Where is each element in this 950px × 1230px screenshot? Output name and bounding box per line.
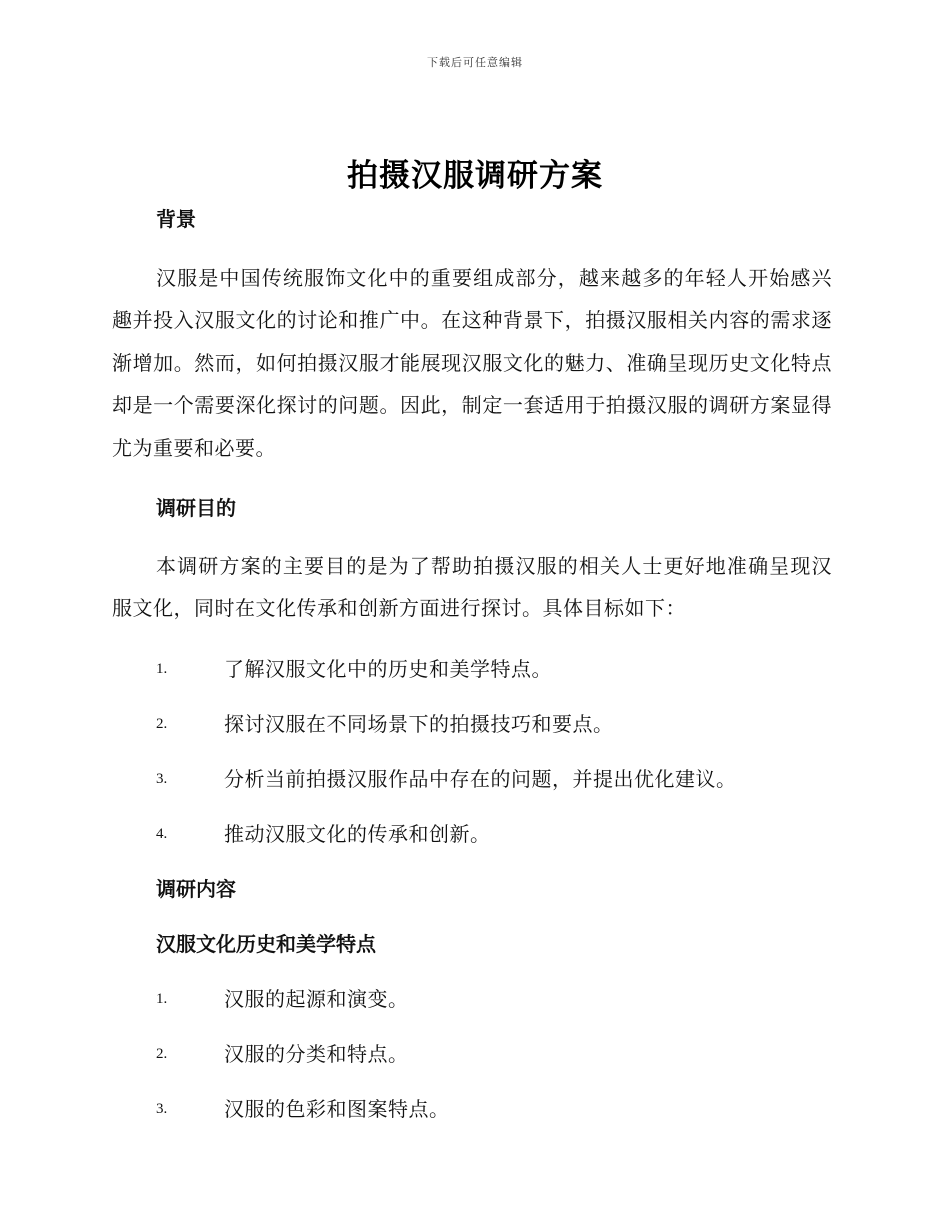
list-item-number: 4. bbox=[156, 825, 168, 842]
list-item-number: 2. bbox=[156, 1045, 168, 1062]
purpose-list bbox=[112, 654, 832, 874]
list-item bbox=[112, 984, 832, 1039]
list-item-number: 3. bbox=[156, 770, 168, 787]
list-item bbox=[112, 1094, 832, 1149]
list-item-number: 2. bbox=[156, 715, 168, 732]
content-list bbox=[112, 984, 832, 1149]
background-paragraph: 汉服是中国传统服饰文化中的重要组成部分，越来越多的年轻人开始感兴趣并投入汉服文化的讨论和推广中。在这种背景下，拍摄汉服相关内容的需求逐渐增加。然而，如何拍摄汉服才能展现汉服文化的魅力、准确呈现历史文化特点却是一个需要深化探讨的问题。因此，制定一套适用于拍摄汉服的调研方案显得尤为重要和必要。 bbox=[112, 266, 832, 460]
list-item bbox=[112, 819, 832, 874]
list-item bbox=[112, 654, 832, 709]
list-item-text: 了解汉服文化中的历史和美学特点。 bbox=[224, 656, 552, 681]
list-item bbox=[112, 709, 832, 764]
section-heading-content: 调研内容 bbox=[156, 876, 236, 901]
list-item-text: 汉服的色彩和图案特点。 bbox=[224, 1096, 450, 1121]
header-note: 下载后可任意编辑 bbox=[427, 56, 523, 69]
list-item bbox=[112, 1039, 832, 1094]
section-heading-purpose: 调研目的 bbox=[156, 496, 236, 521]
document-body bbox=[112, 200, 832, 1149]
list-item-number: 3. bbox=[156, 1100, 168, 1117]
list-item bbox=[112, 764, 832, 819]
list-item-text: 探讨汉服在不同场景下的拍摄技巧和要点。 bbox=[224, 711, 614, 736]
list-item-number: 1. bbox=[156, 660, 168, 677]
list-item-text: 分析当前拍摄汉服作品中存在的问题，并提出优化建议。 bbox=[224, 766, 737, 791]
section-heading-background: 背景 bbox=[156, 207, 196, 231]
document-title: 拍摄汉服调研方案 bbox=[347, 158, 603, 194]
list-item-text: 汉服的分类和特点。 bbox=[224, 1041, 409, 1066]
purpose-paragraph: 本调研方案的主要目的是为了帮助拍摄汉服的相关人士更好地准确呈现汉服文化，同时在文化传承和创新方面进行探讨。具体目标如下： bbox=[112, 554, 832, 621]
list-item-text: 汉服的起源和演变。 bbox=[224, 986, 409, 1011]
list-item-number: 1. bbox=[156, 990, 168, 1007]
list-item-text: 推动汉服文化的传承和创新。 bbox=[224, 821, 491, 846]
subsection-heading: 汉服文化历史和美学特点 bbox=[156, 931, 376, 956]
